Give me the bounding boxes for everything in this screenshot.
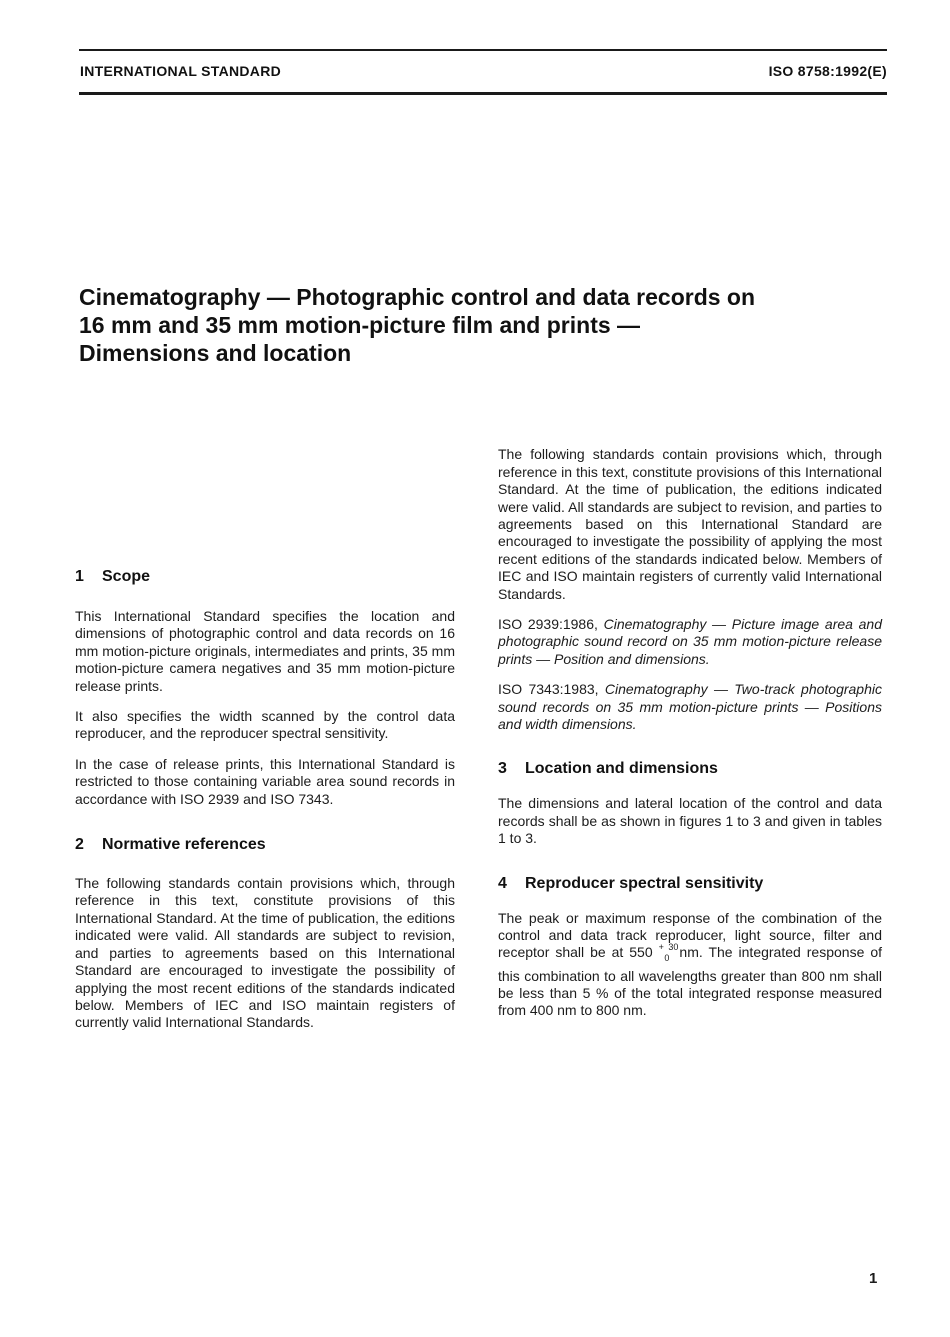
normative-reference-iso-7343: ISO 7343:1983, Cinematography — Two-track photographic sound records on 35 mm motion-picture prints — Positions and width dimensions. <box>498 681 882 733</box>
normative-reference-iso-2939: ISO 2939:1986, Cinematography — Picture image area and photographic sound record on 35 mm motion-picture release prints — Position and dimensions. <box>498 616 882 667</box>
normative-paragraph-1-continued: The following standards contain provisions which, through reference in this text, constitute provisions of this International Standard. At the time of publication, the editions indicated were valid. All standards are subject to revision, and parties to agreements based on this International Standard are encouraged to investigate the possibility of applying the most recent editions of the standards indicated below. Members of IEC and ISO maintain registers of currently valid International Standards. <box>498 446 882 602</box>
section-1-heading: 1 Scope <box>75 568 151 585</box>
section-4-heading: 4 Reproducer spectral sensitivity <box>498 874 764 892</box>
scope-paragraph-3: In the case of release prints, this International Standard is restricted to those containing variable area sound records in accordance with ISO 2939 and ISO 7343. <box>75 755 455 807</box>
section-3-heading: 3 Location and dimensions <box>498 760 718 778</box>
page-number: 1 <box>869 1270 878 1287</box>
scope-paragraph-1: This International Standard specifies the location and dimensions of photographic control and data records on 16 mm motion-picture originals, intermediates and prints, 35 mm motion-picture camera negatives and 35 mm motion-picture release prints. <box>75 608 455 694</box>
sensitivity-paragraph: The peak or maximum response of the combination of the control and data track reproducer, light source, filter and receptor shall be at 550 $^{+ 30}_0$ nm. The integrated response of this combination to all wavelengths greater than 800 nm shall be less than 5 % of the total integrated response measured from 400 nm to 800 nm. <box>498 909 882 1019</box>
tolerance-upper: + 30 <box>658 941 679 952</box>
header-bottom-rule <box>79 92 887 95</box>
header-top-rule <box>79 49 887 51</box>
scope-paragraph-2: It also specifies the width scanned by the control data reproducer, and the reproducer spectral sensitivity. <box>75 708 455 742</box>
location-paragraph: The dimensions and lateral location of the control and data records shall be as shown in figures 1 to 3 and given in tables 1 to 3. <box>498 795 882 847</box>
section-2-heading: 2 Normative references <box>75 836 266 854</box>
title-line-1: Cinematography — Photographic control and data records on <box>79 284 756 310</box>
right-column <box>498 446 882 1020</box>
header-standard-type: INTERNATIONAL STANDARD <box>80 63 282 79</box>
document-title <box>79 283 879 367</box>
tolerance-lower: 0 <box>664 953 670 964</box>
left-column <box>75 567 455 1031</box>
title-line-3: Dimensions and location <box>79 340 352 366</box>
header-standard-number: ISO 8758:1992(E) <box>768 63 887 79</box>
normative-paragraph-1: The following standards contain provisions which, through reference in this text, constitute provisions of this International Standard. At the time of publication, the editions indicated were valid. All standards are subject to revision, and parties to agreements based on this International Standard are encouraged to investigate the possibility of applying the most recent editions of the standards indicated below. Members of IEC and ISO maintain registers of currently valid International Standards. <box>75 875 455 1031</box>
title-line-2: 16 mm and 35 mm motion-picture film and prints — <box>79 312 641 338</box>
